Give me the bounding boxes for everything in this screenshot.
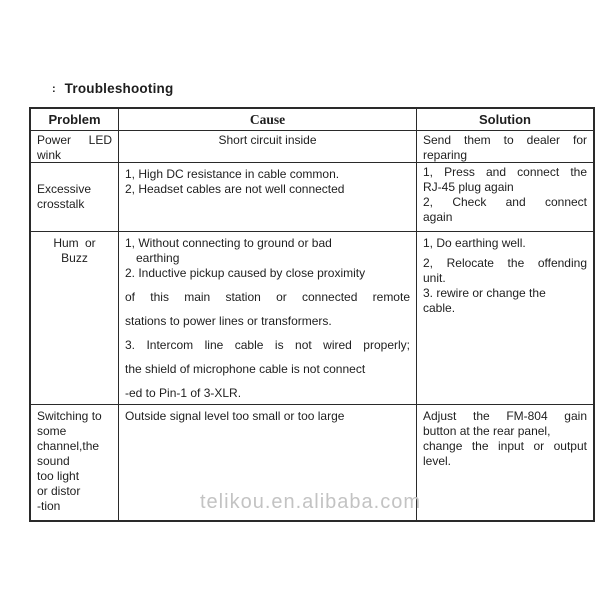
cell-cause-hum-buzz: [119, 232, 417, 405]
text-line: some: [37, 424, 67, 438]
text-line: Excessive: [37, 182, 92, 196]
text-line: Short circuit inside: [218, 133, 317, 147]
text-line: 2. Inductive pickup caused by close proximity: [125, 266, 366, 280]
text-line: or distor: [37, 484, 81, 498]
text-line: earthing: [136, 251, 180, 265]
cell-cause-power-led: [119, 131, 417, 163]
text-line: 3. rewire or change the: [423, 286, 546, 300]
text-line: Hum or: [53, 236, 96, 250]
cell-problem-crosstalk: [31, 163, 119, 232]
text-line: wink: [37, 148, 62, 162]
text-line: -tion: [37, 499, 61, 513]
text-line: Outside signal level too small or too large: [125, 409, 345, 423]
text-line: 2, Relocate the offending: [423, 256, 587, 270]
cell-solution-crosstalk: [417, 163, 593, 232]
text-line: 2, Headset cables are not well connected: [125, 182, 345, 196]
cell-solution-hum-buzz: [417, 232, 593, 405]
text-line: RJ-45 plug again: [423, 180, 514, 194]
text-line: too light: [37, 469, 80, 483]
text-line: Power LED: [37, 133, 112, 147]
section-heading: [52, 81, 173, 96]
bullet-icon: :: [52, 83, 56, 95]
text-line: 3. Intercom line cable is not wired properly;: [125, 338, 410, 352]
text-line: again: [423, 210, 453, 224]
text-line: level.: [423, 454, 452, 468]
column-header-cause: Cause: [119, 109, 417, 131]
text-line: change the input or output: [423, 439, 587, 453]
text-line: Switching to: [37, 409, 102, 423]
text-line: 1, High DC resistance in cable common.: [125, 167, 340, 181]
cell-problem-switching: [31, 405, 119, 520]
text-line: button at the rear panel,: [423, 424, 551, 438]
text-line: channel,the: [37, 439, 100, 453]
text-line: unit.: [423, 271, 446, 285]
cell-solution-switching: [417, 405, 593, 520]
cell-problem-power-led: [31, 131, 119, 163]
cell-problem-hum-buzz: [31, 232, 119, 405]
text-line: Buzz: [61, 251, 88, 265]
text-line: reparing: [423, 148, 468, 162]
text-line: of this main station or connected remote: [125, 290, 410, 304]
text-line: 1, Do earthing well.: [423, 236, 526, 250]
text-line: 2, Check and connect: [423, 195, 587, 209]
watermark: telikou.en.alibaba.com: [200, 491, 422, 513]
text-line: crosstalk: [37, 197, 85, 211]
text-line: Send them to dealer for: [423, 133, 587, 147]
troubleshooting-table: [29, 107, 595, 522]
page-title: Troubleshooting: [64, 81, 174, 96]
text-line: sound: [37, 454, 70, 468]
text-line: -ed to Pin-1 of 3-XLR.: [125, 386, 242, 400]
text-line: Adjust the FM-804 gain: [423, 409, 587, 423]
text-line: the shield of microphone cable is not connect: [125, 362, 366, 376]
text-line: 1, Press and connect the: [423, 165, 587, 179]
column-header-solution: Solution: [417, 109, 593, 131]
column-header-problem: Problem: [31, 109, 119, 131]
text-line: cable.: [423, 301, 456, 315]
text-line: 1, Without connecting to ground or bad: [125, 236, 332, 250]
cell-cause-switching: [119, 405, 417, 520]
cell-solution-power-led: [417, 131, 593, 163]
text-line: stations to power lines or transformers.: [125, 314, 332, 328]
cell-cause-crosstalk: [119, 163, 417, 232]
